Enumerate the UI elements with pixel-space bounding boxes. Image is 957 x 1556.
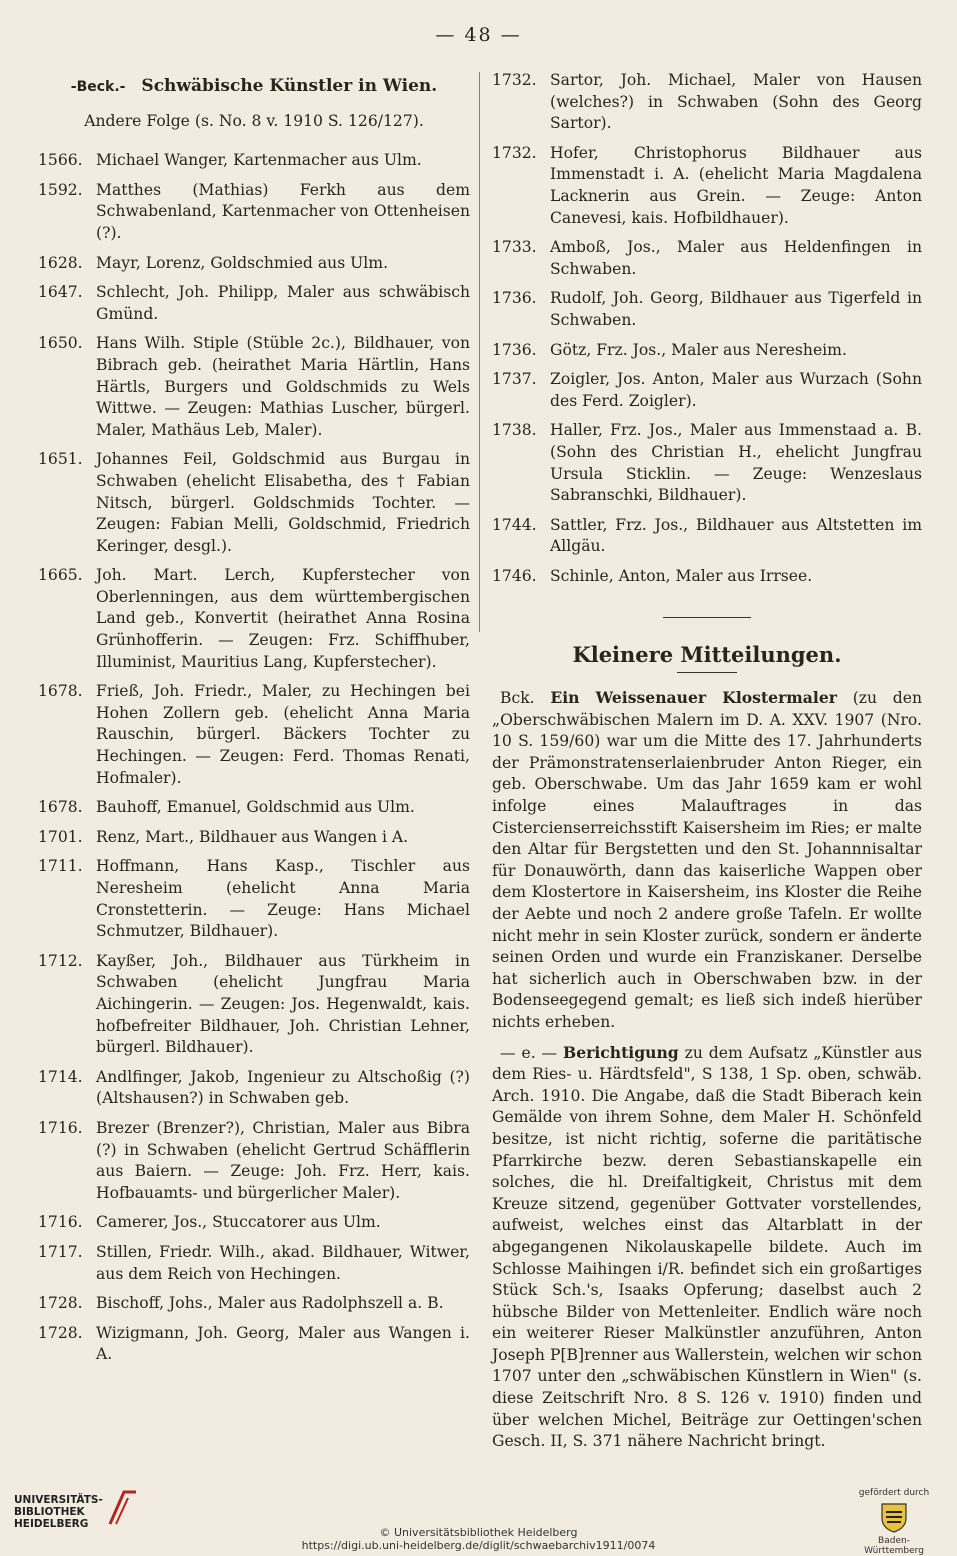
paragraph-klostermaler	[492, 687, 922, 1034]
entry-year: 1716.	[38, 1118, 83, 1137]
entry-text: Haller, Frz. Jos., Maler aus Immenstaad a. B. (Sohn des Christian H., ehelicht Jungfrau Ursula Sticklin. — Zeuge: Wenzeslaus Sabranschki, Bildhauer).	[550, 421, 922, 505]
entry-year: 1737.	[492, 370, 537, 389]
list-item	[38, 333, 470, 441]
entry-year: 1736.	[492, 340, 537, 359]
entry-text: Schinle, Anton, Maler aus Irrsee.	[550, 566, 813, 585]
list-item	[38, 1242, 470, 1285]
entry-year: 1592.	[38, 180, 83, 199]
entry-year: 1647.	[38, 283, 83, 302]
entry-text: Camerer, Jos., Stuccatorer aus Ulm.	[96, 1213, 381, 1232]
entry-year: 1728.	[38, 1323, 83, 1342]
entry-text: Schlecht, Joh. Philipp, Maler aus schwäbisch Gmünd.	[96, 283, 470, 323]
list-item	[492, 420, 922, 506]
library-mark-icon	[106, 1488, 140, 1528]
entry-text: Kayßer, Joh., Bildhauer aus Türkheim in Schwaben (ehelicht Jungfrau Maria Aichingerin. — Zeugen: Jos. Hegenwaldt, kais. hofbefreiter Bildhauer, Joh. Christian Lehner, bürgerl. Bildhauer).	[96, 951, 470, 1057]
page-number: — 48 —	[435, 24, 522, 46]
right-entry-list	[492, 70, 922, 587]
entry-text: Sattler, Frz. Jos., Bildhauer aus Altstetten im Allgäu.	[550, 515, 922, 556]
list-item	[38, 827, 470, 849]
entry-year: 1678.	[38, 798, 83, 817]
list-item	[38, 282, 470, 325]
list-item	[38, 253, 470, 275]
entry-text: Stillen, Friedr. Wilh., akad. Bildhauer, Witwer, aus dem Reich von Hechingen.	[96, 1242, 470, 1283]
list-item	[38, 150, 470, 172]
entry-year: 1665.	[38, 566, 83, 585]
left-column	[38, 70, 470, 1374]
list-item	[492, 340, 922, 362]
list-item	[38, 951, 470, 1059]
paragraph-berichtigung	[492, 1042, 922, 1453]
entry-year: 1728.	[38, 1294, 83, 1313]
entry-year: 1744.	[492, 515, 537, 534]
list-item	[492, 237, 922, 280]
funder-name: Baden-Württemberg	[864, 1536, 924, 1556]
list-item	[38, 180, 470, 245]
entry-year: 1678.	[38, 682, 83, 701]
entry-text: Götz, Frz. Jos., Maler aus Neresheim.	[550, 340, 847, 359]
source-url-link[interactable]: https://digi.ub.uni-heidelberg.de/diglit/schwaebarchiv1911/0074	[301, 1539, 656, 1552]
entry-text: Frieß, Joh. Friedr., Maler, zu Hechingen bei Hohen Zollern geb. (ehelicht Anna Maria Rauschin, bürgerl. Bäckers Tochter zu Hechingen. — Zeugen: Ferd. Thomas Renati, Hofmaler).	[96, 682, 470, 787]
list-item	[38, 1293, 470, 1315]
entry-text: Hofer, Christophorus Bildhauer aus Immenstadt i. A. (ehelicht Maria Magdalena Lacknerin aus Grein. — Zeuge: Anton Canevesi, kais. Hofbildhauer).	[550, 143, 922, 227]
para1-bold: Ein Weissenauer Klostermaler	[550, 688, 837, 708]
entry-text: Hans Wilh. Stiple (Stüble 2c.), Bildhauer, von Bibrach geb. (heirathet Maria Härtlin, Hans Härtls, Burgers und Goldschmids zu Wels Wittwe. — Zeugen: Mathias Luscher, bürgerl. Maler, Mathäus Leb, Maler).	[96, 334, 470, 439]
heading-text: Schwäbische Künstler in Wien.	[141, 76, 438, 96]
footer-center	[0, 1526, 957, 1552]
list-item	[492, 566, 922, 588]
entry-text: Michael Wanger, Kartenmacher aus Ulm.	[96, 151, 422, 170]
entry-text: Johannes Feil, Goldschmid aus Burgau in Schwaben (ehelicht Elisabetha, des † Fabian Nitsch, bürgerl. Goldschmids Tochter. — Zeugen: Fabian Melli, Goldschmid, Friedrich Keringer, desgl.).	[96, 450, 470, 555]
entry-year: 1711.	[38, 857, 83, 876]
entry-text: Bischoff, Johs., Maler aus Radolphszell a. B.	[96, 1294, 444, 1313]
para2-lead: — e. —	[500, 1043, 558, 1062]
entry-year: 1714.	[38, 1067, 83, 1086]
list-item	[38, 797, 470, 819]
list-item	[492, 70, 922, 135]
entry-text: Andlfinger, Jakob, Ingenieur zu Altschoßig (?) (Altshausen?) in Schwaben geb.	[96, 1067, 470, 1108]
list-item	[38, 1118, 470, 1204]
entry-year: 1732.	[492, 143, 537, 162]
entry-text: Renz, Mart., Bildhauer aus Wangen i A.	[96, 827, 409, 846]
list-item	[38, 565, 470, 673]
entry-text: Amboß, Jos., Maler aus Heldenfingen in Schwaben.	[550, 238, 922, 278]
section-rule	[663, 617, 751, 618]
section-heading	[38, 76, 470, 99]
list-item	[492, 143, 922, 229]
entry-year: 1651.	[38, 450, 83, 469]
entry-year: 1701.	[38, 827, 83, 846]
entry-text: Mayr, Lorenz, Goldschmied aus Ulm.	[96, 253, 389, 272]
entry-text: Brezer (Brenzer?), Christian, Maler aus Bibra (?) in Schwaben (ehelicht Gertrud Schäfflerin aus Baiern. — Zeuge: Joh. Frz. Herr, kais. Hofbauamts- und bürgerlicher Maler).	[96, 1118, 470, 1202]
right-column	[492, 70, 922, 1461]
list-item	[38, 1212, 470, 1234]
section-heading-mitteilungen: Kleinere Mitteilungen.	[572, 642, 842, 668]
entry-year: 1736.	[492, 289, 537, 308]
heading-underline	[677, 672, 737, 673]
subline: Andere Folge (s. No. 8 v. 1910 S. 126/127).	[84, 111, 424, 130]
list-item	[492, 369, 922, 412]
entry-text: Matthes (Mathias) Ferkh aus dem Schwabenland, Kartenmacher von Ottenheisen (?).	[96, 180, 470, 242]
entry-year: 1733.	[492, 238, 537, 257]
list-item	[492, 288, 922, 331]
library-logo[interactable]	[14, 1494, 103, 1530]
entry-year: 1712.	[38, 951, 83, 970]
funder-logo[interactable]	[849, 1488, 939, 1556]
entry-year: 1746.	[492, 566, 537, 585]
funded-by-text: gefördert durch	[858, 1488, 930, 1498]
entry-text: Sartor, Joh. Michael, Maler von Hausen (welches?) in Schwaben (Sohn des Georg Sartor).	[550, 71, 922, 133]
library-line1: UNIVERSITÄTS-	[14, 1494, 103, 1506]
entry-text: Bauhoff, Emanuel, Goldschmid aus Ulm.	[96, 798, 415, 817]
list-item	[38, 1067, 470, 1110]
entry-year: 1628.	[38, 253, 83, 272]
entry-year: 1738.	[492, 421, 537, 440]
entry-text: Zoigler, Jos. Anton, Maler aus Wurzach (Sohn des Ferd. Zoigler).	[550, 370, 922, 410]
para2-text: zu dem Aufsatz „Künstler aus dem Ries- u. Härdtsfeld", S 138, 1 Sp. oben, schwäb. Arch. 1910. Die Angabe, daß die Stadt Biberach kein Gemälde von ihrem Sohne, dem Maler H. Schönfeld besitze, ist nicht richtig, soferne die paritätische Pfarrkirche bezw. deren Sebastianskapelle ein solches, die hl. Dreifaltigkeit, Christus mit dem Kreuze sitzend, gegenüber Gottvater vorstellendes, aufweist, welches einst das Altarblatt in der abgegangenen Nikolauskapelle bildete. Auch im Schlosse Maihingen i/R. befindet sich ein großartiges Stück Sch.'s, Isaaks Opferung; daselbst auch 2 hübsche Bilder von Mettenleiter. Endlich wäre noch ein weiterer Rieser Malkünstler anzuführen, Anton Joseph P[B]renner aus Wallerstein, welchen wir schon 1707 unter den „schwäbischen Künstlern in Wien" (s. diese Zeitschrift Nro. 8 S. 126 v. 1910) finden und über welchen Michel, Beiträge zur Oettingen'schen Gesch. II, S. 371 nähere Nachricht bringt.	[492, 1043, 922, 1451]
entry-text: Rudolf, Joh. Georg, Bildhauer aus Tigerfeld in Schwaben.	[550, 289, 922, 329]
entry-year: 1566.	[38, 151, 83, 170]
left-entry-list	[38, 150, 470, 1366]
list-item	[492, 515, 922, 558]
para2-bold: Berichtigung	[563, 1042, 679, 1062]
entry-year: 1716.	[38, 1213, 83, 1232]
coat-of-arms-icon	[877, 1500, 911, 1534]
list-item	[38, 681, 470, 789]
entry-text: Hoffmann, Hans Kasp., Tischler aus Neresheim (ehelicht Anna Maria Cronstetterin. — Zeuge: Hans Michael Schmutzer, Bildhauer).	[96, 857, 470, 941]
entry-year: 1717.	[38, 1242, 83, 1261]
author-tag: -Beck.-	[70, 79, 126, 95]
entry-text: Wizigmann, Joh. Georg, Maler aus Wangen i. A.	[96, 1323, 470, 1364]
para1-text: (zu den „Oberschwäbischen Malern im D. A. XXV. 1907 (Nro. 10 S. 159/60) war um die Mitte des 17. Jahrhunderts der Prämonstratenserlaienbruder Anton Rieger, ein geb. Oberschwabe. Um das Jahr 1659 kam er wohl infolge eines Malauftrages in das Cistercienserreichsstift Kaisersheim im Ries; er malte den Altar für Bergstetten und den St. Johannnisaltar für Donauwörth, dann das kaiserliche Wappen ober dem Klostertore in Kaisersheim, ins Kloster die Reihe der Aebte und noch 2 andere große Tafeln. Er wollte nicht mehr in sein Kloster zurück, sondern er änderte seinen Orden und wurde ein Franziskaner. Derselbe hat sicherlich auch in Oberschwaben bzw. in der Bodenseegegend gemalt; es ließ sich indeß hierüber nichts erheben.	[492, 689, 922, 1031]
list-item	[38, 1323, 470, 1366]
list-item	[38, 449, 470, 557]
column-divider	[479, 72, 480, 632]
entry-year: 1650.	[38, 334, 83, 353]
library-line3: HEIDELBERG	[14, 1518, 89, 1530]
library-line2: BIBLIOTHEK	[14, 1506, 85, 1518]
copyright-text: © Universitätsbibliothek Heidelberg	[379, 1526, 578, 1539]
entry-year: 1732.	[492, 71, 537, 89]
para1-lead: Bck.	[500, 689, 535, 708]
list-item	[38, 856, 470, 942]
entry-text: Joh. Mart. Lerch, Kupferstecher von Oberlenningen, aus dem württembergischen Land geb., Konvertit (heirathet Anna Rosina Grünhofferin. — Zeugen: Frz. Schiffhuber, Illuminist, Mauritius Lang, Kupferstecher).	[96, 566, 470, 671]
